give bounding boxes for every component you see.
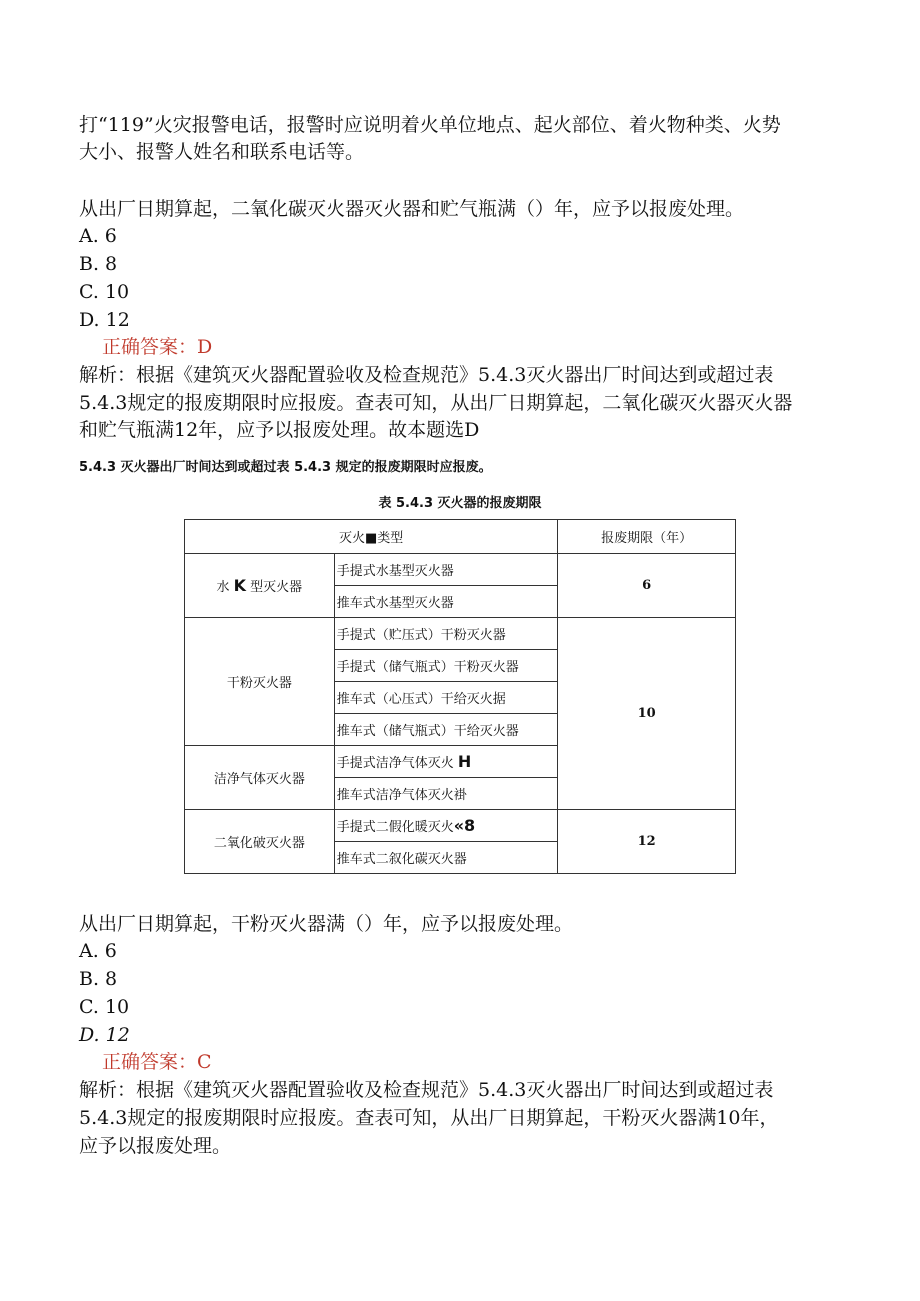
question-1-option-c: C. 10 [79, 281, 130, 303]
question-1-text: 从出厂日期算起，二氧化碳灭火器灭火器和贮气瓶满（）年，应予以报废处理。 [79, 198, 745, 220]
question-1-answer: 正确答案：D [102, 336, 213, 358]
period-12: 12 [558, 810, 736, 874]
header-period: 报废期限（年） [558, 520, 736, 554]
item-cell: 推车式洁净气体灭火褂 [334, 778, 558, 810]
question-1-option-d: D. 12 [79, 309, 130, 331]
disposal-period-table [184, 519, 736, 874]
question-2-analysis-2: 5.4.3规定的报废期限时应报废。查表可知，从出厂日期算起，干粉灭火器满10年， [79, 1107, 779, 1129]
period-6: 6 [558, 554, 736, 618]
table-row [185, 554, 736, 586]
item-cell: 推车式水基型灭火器 [334, 586, 558, 618]
question-1-analysis-2: 5.4.3规定的报废期限时应报废。查表可知，从出厂日期算起，二氧化碳灭火器灭火器 [79, 392, 793, 414]
question-2-analysis-3: 应予以报废处理。 [79, 1135, 232, 1157]
period-10: 10 [558, 618, 736, 810]
table-row [185, 810, 736, 842]
question-2-answer: 正确答案：C [102, 1051, 212, 1073]
question-1-analysis-3: 和贮气瓶满12年，应予以报废处理。故本题选D [79, 419, 480, 441]
standard-clause: 5.4.3 灭火器出厂时间达到或超过表 5.4.3 规定的报废期限时应报废。 [79, 460, 492, 475]
question-2-option-d: D. 12 [79, 1024, 130, 1046]
question-2-analysis-1: 解析：根据《建筑灭火器配置验收及检查规范》5.4.3灭火器出厂时间达到或超过表 [79, 1079, 774, 1101]
table-caption: 表 5.4.3 灭火器的报废期限 [378, 496, 542, 511]
item-cell: 推车式（储气瓶式）干给灭火器 [334, 714, 558, 746]
category-clean-agent: 洁净气体灭火器 [185, 746, 335, 810]
question-1-option-b: B. 8 [79, 253, 118, 275]
question-2-text: 从出厂日期算起，干粉灭火器满（）年，应予以报废处理。 [79, 913, 574, 935]
category-dry-powder: 干粉灭火器 [185, 618, 335, 746]
category-water: 水 K 型灭火器 [185, 554, 335, 618]
question-1-analysis-1: 解析：根据《建筑灭火器配置验收及检查规范》5.4.3灭火器出厂时间达到或超过表 [79, 364, 774, 386]
question-2-option-a: A. 6 [79, 940, 117, 962]
intro-line-1: 打“119”火灾报警电话，报警时应说明着火单位地点、起火部位、着火物种类、火势 [79, 114, 781, 136]
item-cell: 手提式二假化暖灭火«8 [334, 810, 558, 842]
item-cell: 推车式（心压式）干给灭火据 [334, 682, 558, 714]
item-cell: 推车式二叙化碳灭火器 [334, 842, 558, 874]
category-co2: 二氧化破灭火器 [185, 810, 335, 874]
table-row [185, 618, 736, 650]
item-cell: 手提式洁净气体灭火 H [334, 746, 558, 778]
question-1-option-a: A. 6 [79, 225, 117, 247]
question-2-option-b: B. 8 [79, 968, 118, 990]
item-cell: 手提式（贮压式）干粉灭火器 [334, 618, 558, 650]
question-2-option-c: C. 10 [79, 996, 130, 1018]
table-header-row [185, 520, 736, 554]
header-type: 灭火■类型 [185, 520, 558, 554]
item-cell: 手提式（储气瓶式）干粉灭火器 [334, 650, 558, 682]
intro-line-2: 大小、报警人姓名和联系电话等。 [79, 141, 365, 163]
item-cell: 手提式水基型灭火器 [334, 554, 558, 586]
